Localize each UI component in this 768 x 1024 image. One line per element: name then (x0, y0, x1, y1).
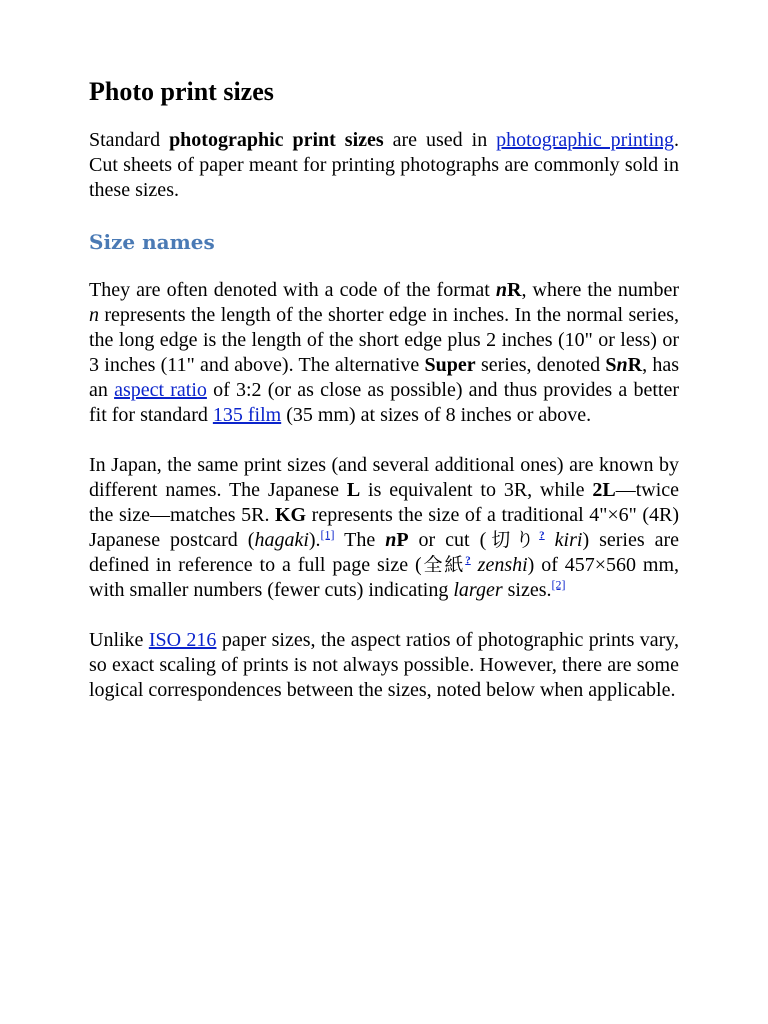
text: The (334, 529, 386, 551)
reference-2-link[interactable]: [2] (551, 577, 566, 592)
link-aspect-ratio[interactable]: aspect ratio (114, 379, 207, 401)
format-code-n: n (495, 279, 508, 301)
help-icon[interactable]: ? (465, 554, 471, 567)
japan-paragraph (89, 453, 679, 603)
text: are used in (383, 129, 497, 151)
size-L: L (346, 479, 361, 501)
text: or cut ( (408, 529, 487, 551)
text: Standard (89, 129, 170, 151)
size-2L: 2L (592, 479, 616, 501)
variable-n: n (89, 304, 99, 326)
format-code (496, 279, 522, 301)
term-zenshi: zenshi (477, 554, 528, 576)
text: In Japan, the same print sizes (and several additional ones) are known by different names. The Japanese (89, 454, 679, 501)
text: represents the size of a traditional 4"×6" (4R) Japanese postcard ( (89, 504, 679, 551)
snr-code (605, 354, 642, 376)
reference-1-link[interactable]: [1] (320, 527, 335, 542)
section-heading-size-names: Size names (89, 230, 215, 254)
reference-1 (321, 527, 335, 541)
link-135-film[interactable]: 135 film (212, 404, 282, 426)
text: sizes. (502, 579, 552, 601)
text: of 3:2 (or as close as possible) and thus provides a better fit for standard (89, 379, 679, 426)
term-hagaki: hagaki (254, 529, 309, 551)
size-names-paragraph (89, 278, 679, 428)
text: ) of 457×560 mm, with smaller numbers (fewer cuts) indicating (89, 554, 680, 601)
intro-paragraph (89, 128, 679, 203)
text: , has an (89, 354, 679, 401)
text (471, 554, 478, 576)
text: —twice the size—matches 5R. (89, 479, 679, 526)
text (545, 529, 555, 551)
np-n: n (385, 529, 397, 551)
text: Unlike (89, 629, 149, 651)
bold-term: photographic print sizes (169, 129, 384, 151)
text: , where the number (521, 279, 679, 301)
text: series, denoted (475, 354, 606, 376)
np-code (385, 529, 408, 551)
iso-paragraph (89, 628, 679, 703)
link-iso-216[interactable]: ISO 216 (148, 629, 217, 651)
format-code-r: R (507, 279, 522, 301)
help-icon[interactable]: ? (539, 529, 545, 542)
snr-r: R (627, 354, 643, 376)
text: (35 mm) at sizes of 8 inches or above. (281, 404, 592, 426)
text: ). (308, 529, 321, 551)
kiri-japanese: 切り (486, 529, 540, 551)
size-KG: KG (275, 504, 307, 526)
text: paper sizes, the aspect ratios of photographic prints vary, so exact scaling of prints is not always possible. However, there are some logical correspondences between the sizes, noted below when applicable. (89, 629, 679, 701)
text: They are often denoted with a code of the format (89, 279, 496, 301)
super-series-term: Super (424, 354, 476, 376)
text: . Cut sheets of paper meant for printing photographs are commonly sold in these sizes. (89, 129, 679, 201)
zenshi-japanese: 全紙 (421, 554, 466, 576)
page-title: Photo print sizes (89, 77, 274, 106)
term-larger: larger (453, 579, 503, 601)
text: represents the length of the shorter edge in inches. In the normal series, the long edge is the length of the short edge plus 2 inches (10" or less) or 3 inches (11" and above). The alternative (89, 304, 679, 376)
text: is equivalent to 3R, while (360, 479, 593, 501)
np-p: P (396, 529, 409, 551)
term-kiri: kiri (554, 529, 583, 551)
snr-n: n (616, 354, 628, 376)
text: ) series are defined in reference to a full page size ( (89, 529, 679, 576)
reference-2 (552, 577, 566, 591)
link-photographic-printing[interactable]: photographic printing (496, 129, 674, 151)
snr-s: S (605, 354, 617, 376)
